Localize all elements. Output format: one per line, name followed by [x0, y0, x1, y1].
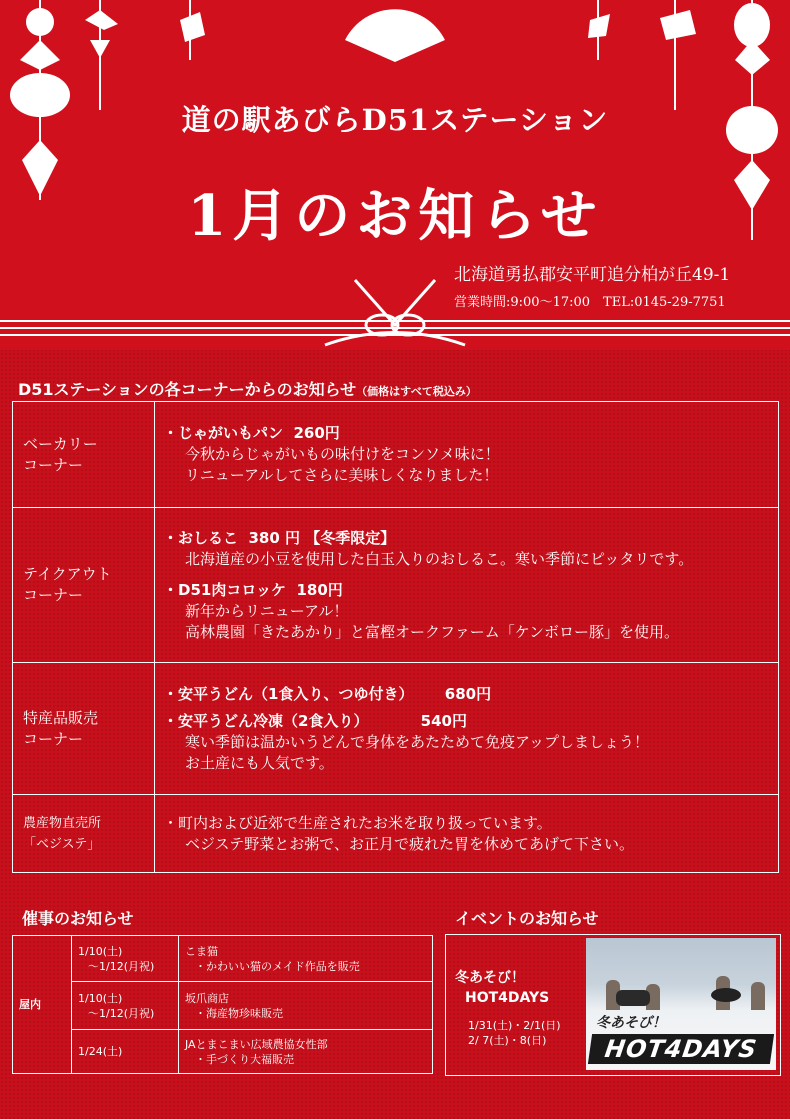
- event-dates: 1/31(土)・2/1(日) 2/ 7(土)・8(日): [468, 1019, 561, 1047]
- event-detail: 坂爪商店 ・海産物珍味販売: [179, 982, 433, 1030]
- events-section-title: 催事のお知らせ: [22, 909, 134, 928]
- event-detail: こま猫 ・かわいい猫のメイド作品を販売: [179, 936, 433, 982]
- corner-row-vegeste: [13, 795, 779, 873]
- photo-caption: 冬あそび！: [596, 1015, 666, 1031]
- event-date: 1/24(土): [72, 1030, 179, 1074]
- price-note: （価格はすべて税込み）: [356, 385, 477, 398]
- product-description: 今秋からじゃがいもの味付けをコンソメ味に！: [185, 445, 500, 463]
- product-name: ・D51肉コロッケ 180円: [163, 580, 343, 599]
- product-name: ・じゃがいもパン 260円: [163, 424, 340, 442]
- hot4days-logo: HOT4DAYS: [588, 1034, 774, 1064]
- divider-line: [0, 327, 790, 329]
- product-description: リニューアルしてさらに美味しくなりました！: [185, 466, 499, 484]
- event-date: 1/10(土) 〜1/12(月祝): [72, 936, 179, 982]
- event-name: 冬あそび！ HOT4DAYS: [455, 970, 550, 1006]
- corner-content: [155, 795, 779, 873]
- table-row: [13, 982, 433, 1030]
- page-title: 1月のお知らせ: [187, 183, 603, 249]
- event-photo: [586, 938, 776, 1070]
- corner-row-bakery: [13, 402, 779, 508]
- corner-content: [155, 663, 779, 795]
- product-description: 寒い季節は温かいうどんで身体をあたためて免疫アップしましょう！: [185, 732, 649, 751]
- station-name: 道の駅あびらD51ステーション: [181, 103, 609, 137]
- corner-row-specialty: [13, 663, 779, 795]
- event-location: 屋内: [13, 936, 72, 1074]
- address-text: 北海道勇払郡安平町追分柏が丘49-1: [454, 265, 731, 285]
- corners-section-title: D51ステーションの各コーナーからのお知らせ（価格はすべて税込み）: [18, 380, 477, 399]
- product-description: ベジステ野菜とお粥で、お正月で疲れた胃を休めてあげて下さい。: [185, 834, 634, 853]
- corner-label: 農産物直売所 「ベジステ」: [13, 795, 155, 873]
- corner-content: [155, 402, 779, 508]
- divider-line: [0, 320, 790, 322]
- product-description: 高林農園「きたあかり」と富樫オークファーム「ケンボロー豚」を使用。: [185, 622, 679, 641]
- product-name: ・町内および近郊で生産されたお米を取り扱っています。: [163, 813, 552, 832]
- product-name: ・おしるこ 380 円 【冬季限定】: [163, 528, 396, 547]
- tube-sled-shape: [711, 988, 741, 1002]
- table-row: [13, 936, 433, 982]
- product-description: 北海道産の小豆を使用した白玉入りのおしるこ。寒い季節にピッタリです。: [185, 549, 694, 568]
- hours-text: 営業時間:9:00〜17:00 TEL:0145-29-7751: [454, 295, 726, 310]
- snowmobile-shape: [616, 990, 650, 1006]
- corner-content: [155, 508, 779, 663]
- corner-label: ベーカリー コーナー: [13, 402, 155, 508]
- corner-row-takeout: [13, 508, 779, 663]
- corner-label: テイクアウト コーナー: [13, 508, 155, 663]
- product-name: ・安平うどん（1食入り、つゆ付き） 680円: [163, 684, 492, 703]
- event-date: 1/10(土) 〜1/12(月祝): [72, 982, 179, 1030]
- event-info-section-title: イベントのお知らせ: [455, 909, 599, 928]
- divider-line: [0, 334, 790, 336]
- corners-table: [12, 401, 779, 873]
- product-description: お土産にも人気です。: [185, 753, 334, 772]
- events-table: [12, 935, 433, 1074]
- product-description: 新年からリニューアル！: [185, 601, 349, 620]
- table-row: [13, 1030, 433, 1074]
- product-name: ・安平うどん冷凍（2食入り） 540円: [163, 711, 467, 730]
- event-detail: JAとまこまい広域農協女性部 ・手づくり大福販売: [179, 1030, 433, 1074]
- corner-label: 特産品販売 コーナー: [13, 663, 155, 795]
